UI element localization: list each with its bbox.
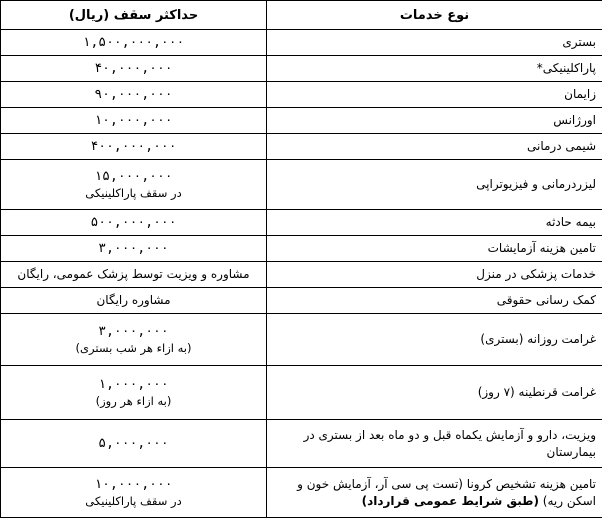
- table-row: [1, 160, 602, 210]
- service-line-bold: (طبق شرایط عمومی قرارداد): [361, 493, 539, 508]
- service-cell: زایمان: [267, 82, 602, 108]
- table-row: [1, 420, 602, 468]
- cap-amount: ۱,۵۰۰,۰۰۰,۰۰۰: [82, 35, 185, 50]
- header-max-cap: حداکثر سقف (ریال): [1, 1, 267, 30]
- cap-cell: [1, 468, 267, 518]
- table-row: [1, 236, 602, 262]
- service-cell: پاراکلینیکی*: [267, 56, 602, 82]
- table-row: [1, 262, 602, 288]
- table-row: [1, 314, 602, 366]
- service-cell: ویزیت، دارو و آزمایش یکماه قبل و دو ماه بعد از بستری در بیمارستان: [267, 420, 602, 468]
- cap-cell: [1, 160, 267, 210]
- service-cell: تامین هزینه آزمایشات: [267, 236, 602, 262]
- cap-cell: [1, 82, 267, 108]
- service-cell: خدمات پزشکی در منزل: [267, 262, 602, 288]
- cap-text: مشاوره و ویزیت توسط پزشک عمومی، رایگان: [1, 262, 267, 288]
- cap-amount: ۵۰۰,۰۰۰,۰۰۰: [90, 215, 177, 230]
- service-cell: غرامت روزانه (بستری): [267, 314, 602, 366]
- table-header-row: [1, 1, 602, 30]
- cap-amount: ۹۰,۰۰۰,۰۰۰: [94, 87, 173, 102]
- cap-amount: ۳,۰۰۰,۰۰۰: [98, 323, 169, 339]
- cap-note: (به ازاء هر شب بستری): [75, 340, 192, 355]
- service-cell: شیمی درمانی: [267, 134, 602, 160]
- cap-text: مشاوره رایگان: [1, 288, 267, 314]
- service-cell: بیمه حادثه: [267, 210, 602, 236]
- service-cell: کمک رسانی حقوقی: [267, 288, 602, 314]
- cap-cell: [1, 30, 267, 56]
- service-cell: بستری: [267, 30, 602, 56]
- table-row: [1, 288, 602, 314]
- cap-note: در سقف پاراکلینیکی: [85, 493, 182, 508]
- cap-cell: [1, 366, 267, 420]
- table-row: [1, 366, 602, 420]
- service-line: اسکن ریه): [542, 493, 596, 508]
- cap-amount: ۱۰,۰۰۰,۰۰۰: [94, 476, 173, 492]
- cap-amount: ۱۵,۰۰۰,۰۰۰: [94, 168, 173, 184]
- table-row: [1, 468, 602, 518]
- cap-amount: ۵,۰۰۰,۰۰۰: [98, 436, 169, 451]
- service-cell: اورژانس: [267, 108, 602, 134]
- cap-note: در سقف پاراکلینیکی: [85, 185, 182, 200]
- cap-amount: ۴۰,۰۰۰,۰۰۰: [94, 61, 173, 76]
- service-cell: لیزردرمانی و فیزیوتراپی: [267, 160, 602, 210]
- cap-amount: ۳,۰۰۰,۰۰۰: [98, 241, 169, 256]
- table-row: [1, 134, 602, 160]
- cap-cell: [1, 420, 267, 468]
- table-row: [1, 56, 602, 82]
- cap-amount: ۱۰,۰۰۰,۰۰۰: [94, 113, 173, 128]
- cap-amount: ۱,۰۰۰,۰۰۰: [98, 376, 169, 392]
- service-cell: [267, 468, 602, 518]
- table-row: [1, 108, 602, 134]
- service-line: تامین هزینه تشخیص کرونا (تست پی سی آر، آزمایش خون و: [297, 476, 596, 491]
- service-cell: غرامت قرنطینه (۷ روز): [267, 366, 602, 420]
- cap-amount: ۴۰۰,۰۰۰,۰۰۰: [90, 139, 177, 154]
- table-row: [1, 82, 602, 108]
- table-row: [1, 30, 602, 56]
- table-row: [1, 210, 602, 236]
- cap-cell: [1, 56, 267, 82]
- cap-cell: [1, 134, 267, 160]
- cap-cell: [1, 210, 267, 236]
- cap-note: (به ازاء هر روز): [95, 393, 172, 408]
- header-service-type: نوع خدمات: [267, 1, 602, 30]
- cap-cell: [1, 108, 267, 134]
- cap-cell: [1, 314, 267, 366]
- cap-cell: [1, 236, 267, 262]
